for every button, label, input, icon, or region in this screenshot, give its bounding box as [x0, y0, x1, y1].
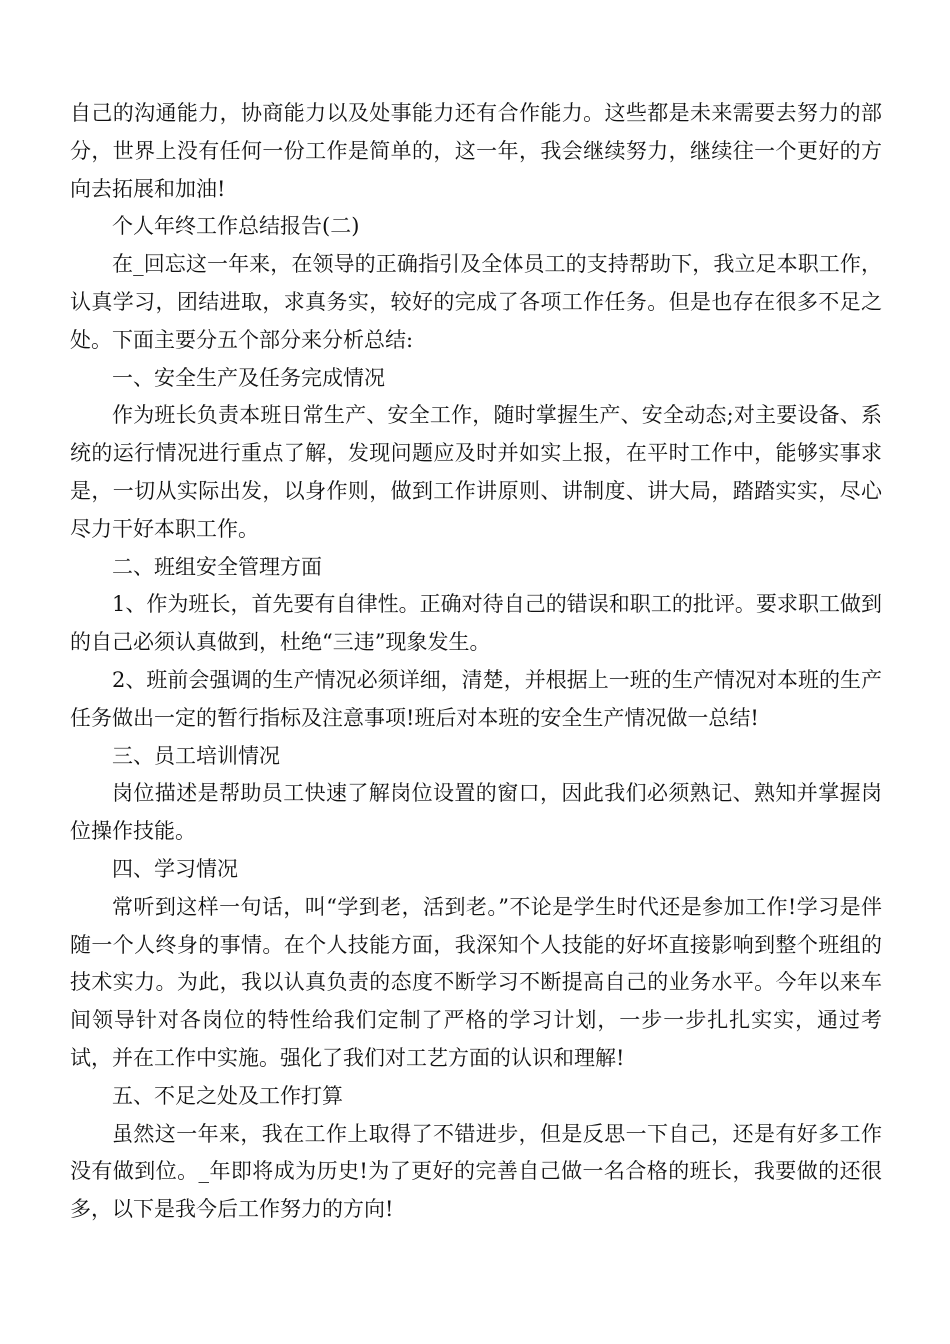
paragraph-section-2-item-1: 1、作为班长，首先要有自律性。正确对待自己的错误和职工的批评。要求职工做到的自己必须认真做到，杜绝“三违”现象发生。: [70, 592, 882, 655]
section-heading-3: 三、员工培训情况: [112, 743, 280, 768]
paragraph-section-2-item-2: 2、班前会强调的生产情况必须详细，清楚，并根据上一班的生产情况对本班的生产任务做出一定的暂行指标及注意事项!班后对本班的安全生产情况做一总结!: [70, 667, 882, 730]
section-heading-2: 二、班组安全管理方面: [112, 554, 322, 579]
section-heading-5: 五、不足之处及工作打算: [112, 1083, 343, 1108]
section-heading-4: 四、学习情况: [112, 856, 238, 881]
section-heading-1: 一、安全生产及任务完成情况: [112, 365, 385, 390]
document-page: [70, 95, 882, 1229]
paragraph-opening: 在_回忘这一年来，在领导的正确指引及全体员工的支持帮助下，我立足本职工作，认真学习，团结进取，求真务实，较好的完成了各项工作任务。但是也存在很多不足之处。下面主要分五个部分来分析总结:: [70, 252, 882, 352]
report-title: 个人年终工作总结报告(二): [112, 214, 360, 239]
paragraph-intro-continued: 自己的沟通能力，协商能力以及处事能力还有合作能力。这些都是未来需要去努力的部分，世界上没有任何一份工作是简单的，这一年，我会继续努力，继续往一个更好的方向去拓展和加油!: [70, 101, 882, 201]
paragraph-section-5: 虽然这一年来，我在工作上取得了不错进步，但是反思一下自己，还是有好多工作没有做到位。_年即将成为历史!为了更好的完善自己做一名合格的班长，我要做的还很多，以下是我今后工作努力的方向!: [70, 1121, 882, 1222]
paragraph-section-3: 岗位描述是帮助员工快速了解岗位设置的窗口，因此我们必须熟记、熟知并掌握岗位操作技能。: [70, 781, 882, 844]
paragraph-section-1: 作为班长负责本班日常生产、安全工作，随时掌握生产、安全动态;对主要设备、系统的运行情况进行重点了解，发现问题应及时并如实上报，在平时工作中，能够实事求是，一切从实际出发，以身作则，做到工作讲原则、讲制度、讲大局，踏踏实实，尽心尽力干好本职工作。: [70, 403, 882, 541]
paragraph-section-4: 常听到这样一句话，叫“学到老，活到老。”不论是学生时代还是参加工作!学习是伴随一个人终身的事情。在个人技能方面，我深知个人技能的好坏直接影响到整个班组的技术实力。为此，我以认真负责的态度不断学习不断提高自己的业务水平。今年以来车间领导针对各岗位的特性给我们定制了严格的学习计划，一步一步扎扎实实，通过考试，并在工作中实施。强化了我们对工艺方面的认识和理解!: [70, 894, 882, 1070]
